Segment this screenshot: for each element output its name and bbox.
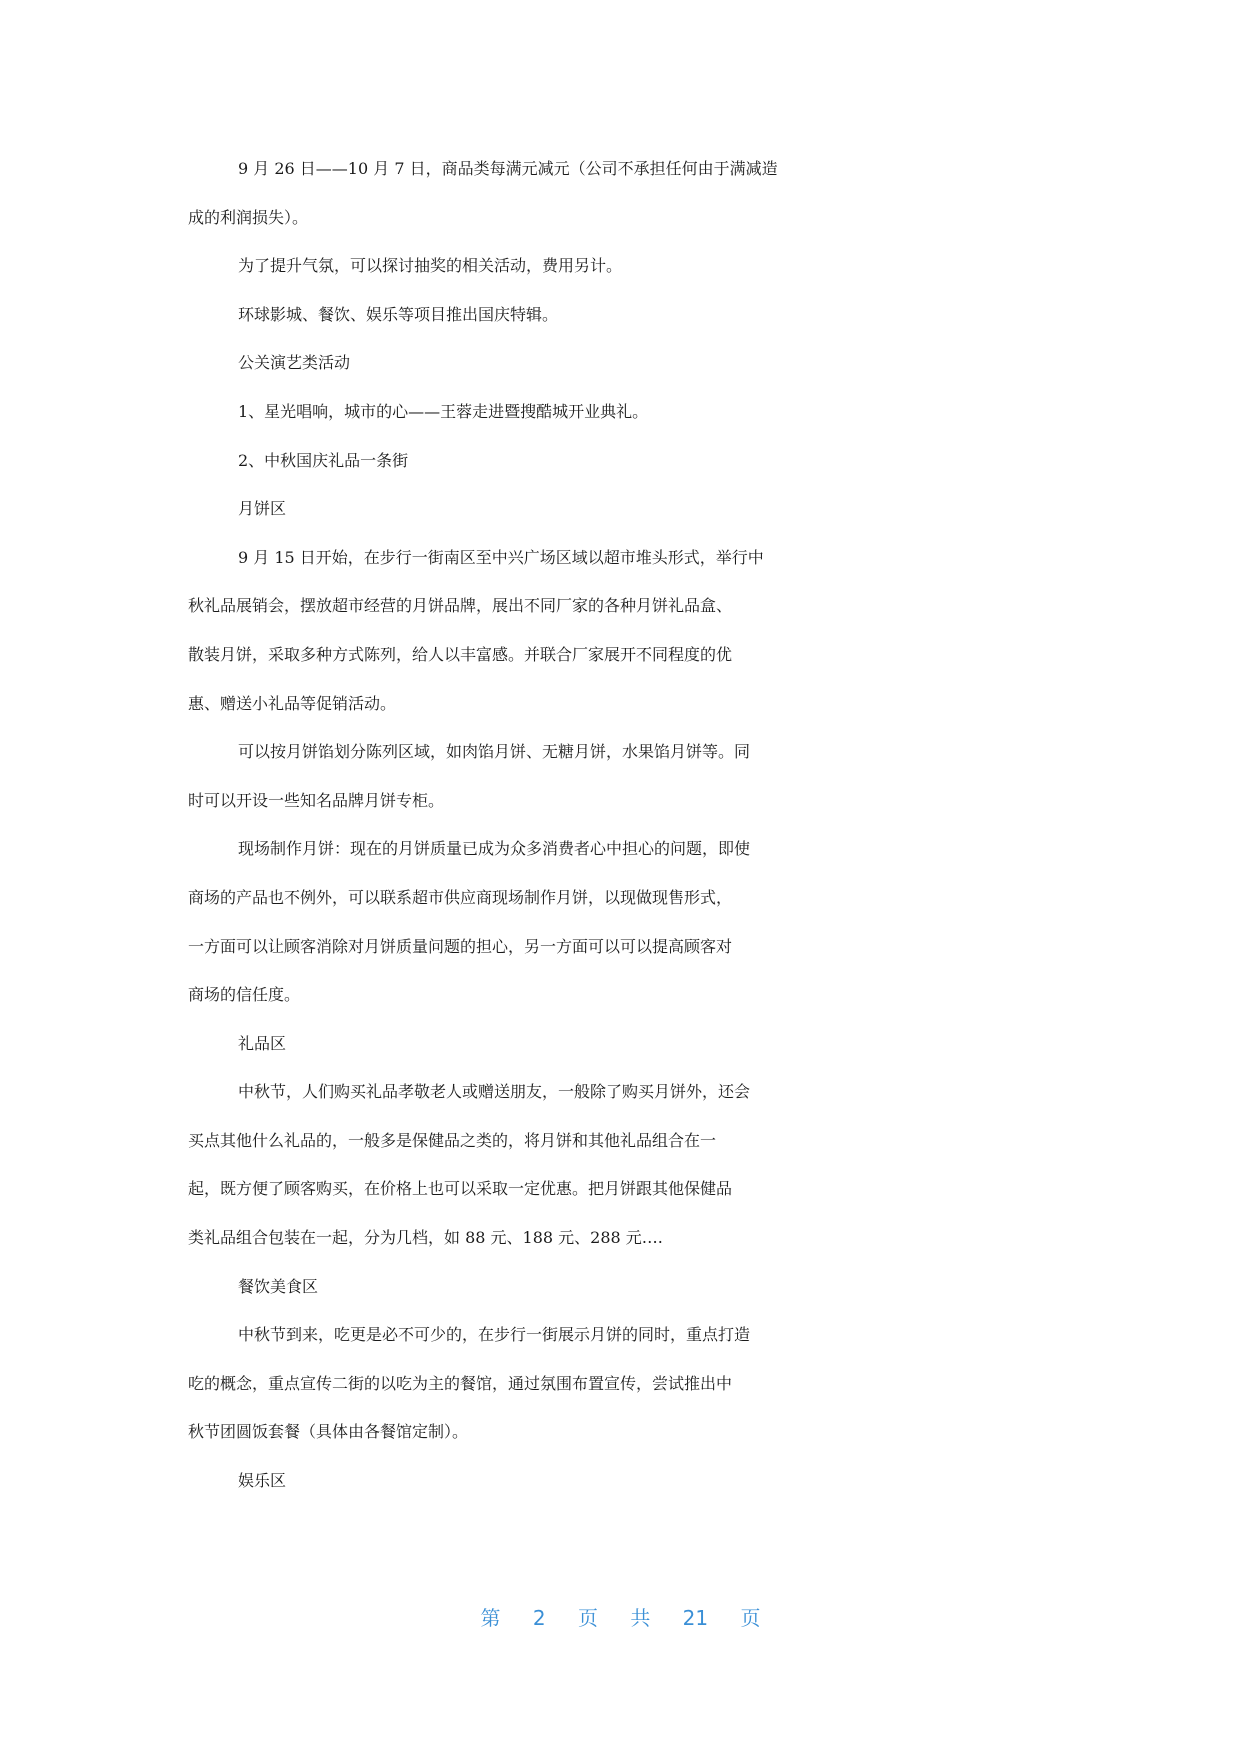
text-line: 秋节团圆饭套餐（具体由各餐馆定制）。 <box>188 1422 469 1442</box>
text-line: 吃的概念，重点宣传二街的以吃为主的餐馆，通过氛围布置宣传，尝试推出中 <box>188 1373 733 1393</box>
footer-page-number: 2 <box>532 1606 546 1630</box>
text-line: 为了提升气氛，可以探讨抽奖的相关活动，费用另计。 <box>238 256 623 276</box>
text-line: 秋礼品展销会，摆放超市经营的月饼品牌，展出不同厂家的各种月饼礼品盒、 <box>188 596 733 616</box>
section-heading: 礼品区 <box>238 1033 287 1053</box>
text-line: 商场的产品也不例外，可以联系超市供应商现场制作月饼，以现做现售形式， <box>188 887 733 907</box>
text-line: 惠、赠送小礼品等促销活动。 <box>188 693 397 713</box>
footer-ye2: 页 <box>740 1606 761 1630</box>
text-line: 现场制作月饼：现在的月饼质量已成为众多消费者心中担心的问题，即使 <box>238 839 751 859</box>
text-line: 2、中秋国庆礼品一条街 <box>238 450 409 470</box>
text-line: 一方面可以让顾客消除对月饼质量问题的担心，另一方面可以可以提高顾客对 <box>188 936 733 956</box>
text-line: 买点其他什么礼品的，一般多是保健品之类的，将月饼和其他礼品组合在一 <box>188 1130 717 1150</box>
text-line: 9 月 15 日开始，在步行一街南区至中兴广场区域以超市堆头形式，举行中 <box>238 547 764 567</box>
text-line: 中秋节到来，吃更是必不可少的，在步行一街展示月饼的同时，重点打造 <box>238 1325 751 1345</box>
footer-ye: 页 <box>577 1606 598 1630</box>
text-line: 可以按月饼馅划分陈列区域，如肉馅月饼、无糖月饼，水果馅月饼等。同 <box>238 742 751 762</box>
document-body <box>188 156 1058 1517</box>
section-heading: 餐饮美食区 <box>238 1276 319 1296</box>
footer-di: 第 <box>480 1606 501 1630</box>
text-line: 成的利润损失）。 <box>188 207 309 227</box>
text-line: 类礼品组合包装在一起，分为几档，如 88 元、188 元、288 元…. <box>188 1228 663 1248</box>
section-heading: 月饼区 <box>238 499 287 519</box>
text-line: 商场的信任度。 <box>188 985 301 1005</box>
text-line: 散装月饼，采取多种方式陈列，给人以丰富感。并联合厂家展开不同程度的优 <box>188 644 733 664</box>
section-heading: 娱乐区 <box>238 1471 287 1491</box>
text-line: 1、星光唱响，城市的心——王蓉走进暨搜酷城开业典礼。 <box>238 401 649 421</box>
footer-gong: 共 <box>630 1606 651 1630</box>
text-line: 起，既方便了顾客购买，在价格上也可以采取一定优惠。把月饼跟其他保健品 <box>188 1179 733 1199</box>
text-line: 9 月 26 日——10 月 7 日，商品类每满元减元（公司不承担任何由于满减造 <box>238 159 778 178</box>
text-line: 中秋节，人们购买礼品孝敬老人或赠送朋友，一般除了购买月饼外，还会 <box>238 1082 751 1102</box>
section-heading: 公关演艺类活动 <box>238 353 351 373</box>
text-line: 环球影城、餐饮、娱乐等项目推出国庆特辑。 <box>238 304 559 324</box>
page-footer <box>0 1602 1241 1631</box>
text-line: 时可以开设一些知名品牌月饼专柜。 <box>188 790 445 810</box>
footer-total-pages: 21 <box>682 1606 709 1630</box>
